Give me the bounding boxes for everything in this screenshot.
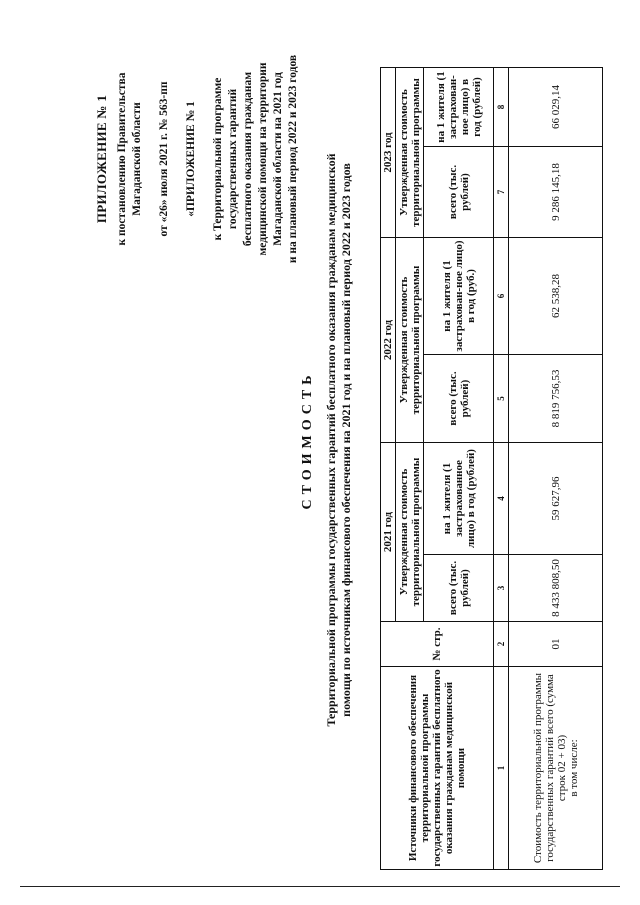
- appendix-title: ПРИЛОЖЕНИЕ № 1: [94, 94, 109, 224]
- year-2022-header: 2022 год: [381, 238, 396, 443]
- date-number: от «26» июля 2021 г. № 563-пп: [158, 81, 170, 237]
- cost-table: [380, 67, 603, 870]
- column-number-row: [494, 68, 509, 870]
- row-number-column-header: № стр.: [381, 622, 494, 667]
- per-resident-2022-header: на 1 жителя (1 застрахован-ное лицо) в год (руб.): [424, 238, 494, 355]
- program-line-6: и на плановый период 2022 и 2023 годов: [287, 54, 299, 264]
- column-number: 6: [494, 238, 509, 355]
- approved-cost-2022-header: Утвержденная стоимость территориальной программы: [396, 238, 424, 443]
- per-resident-2023-value: 66 029,14: [509, 68, 603, 147]
- per-resident-2023-header: на 1 жителя (1 застрахован-ное лицо) в год (рублей): [424, 68, 494, 147]
- document-title-block: [300, 75, 354, 805]
- total-2023-header: всего (тыс. рублей): [424, 147, 494, 238]
- column-number: 2: [494, 622, 509, 667]
- source-column-header: Источники финансового обеспечения территориальной программы государственных гарантий бесплатного оказания гражданам медицинской помощи: [381, 667, 494, 870]
- column-number: 5: [494, 355, 509, 443]
- table-row: [509, 68, 603, 870]
- year-2021-header: 2021 год: [381, 443, 396, 622]
- document-subtitle-2: помощи по источникам финансового обеспечения на 2021 год и на плановый период 2022 и 2023 годов: [339, 163, 353, 717]
- program-line-2: государственных гарантий: [227, 88, 239, 230]
- per-resident-2021-value: 59 627,96: [509, 443, 603, 555]
- column-number: 8: [494, 68, 509, 147]
- resolution-line-1: к постановлению Правительства: [116, 72, 128, 246]
- program-line-1: к Территориальной программе: [212, 77, 224, 241]
- program-line-5: Магаданской области на 2021 год: [272, 72, 284, 246]
- row-number: 01: [509, 622, 603, 667]
- total-2022-header: всего (тыс. рублей): [424, 355, 494, 443]
- total-2023-value: 9 286 145,18: [509, 147, 603, 238]
- page-bottom-rule: [20, 886, 620, 887]
- column-number: 1: [494, 667, 509, 870]
- row-label: Стоимость территориальной программы государственных гарантий всего (сумма строк 02 + 03): [531, 672, 568, 864]
- per-resident-2021-header: на 1 жителя (1 застрахованное лицо) в год (рублей): [424, 443, 494, 555]
- program-line-3: бесплатного оказания гражданам: [242, 71, 254, 247]
- per-resident-2022-value: 62 538,28: [509, 238, 603, 355]
- appendix-header: [94, 9, 301, 309]
- program-line-4: медицинской помощи на территории: [257, 62, 269, 256]
- document-title: СТОИМОСТЬ: [300, 370, 315, 510]
- year-2023-header: 2023 год: [381, 68, 396, 238]
- column-number: 7: [494, 147, 509, 238]
- total-2021-header: всего (тыс. рублей): [424, 555, 494, 622]
- row-label-suffix: в том числе:: [567, 739, 580, 797]
- total-2021-value: 8 433 808,50: [509, 555, 603, 622]
- column-number: 4: [494, 443, 509, 555]
- row-label-cell: [509, 667, 603, 870]
- total-2022-value: 8 819 756,53: [509, 355, 603, 443]
- resolution-line-2: Магаданской области: [131, 102, 143, 216]
- appendix-quote-title: «ПРИЛОЖЕНИЕ № 1: [185, 101, 197, 217]
- document-subtitle-1: Территориальной программы государственных гарантий бесплатного оказания гражданам медицинской: [324, 153, 338, 727]
- approved-cost-2021-header: Утвержденная стоимость территориальной программы: [396, 443, 424, 622]
- column-number: 3: [494, 555, 509, 622]
- approved-cost-2023-header: Утвержденная стоимость территориальной программы: [396, 68, 424, 238]
